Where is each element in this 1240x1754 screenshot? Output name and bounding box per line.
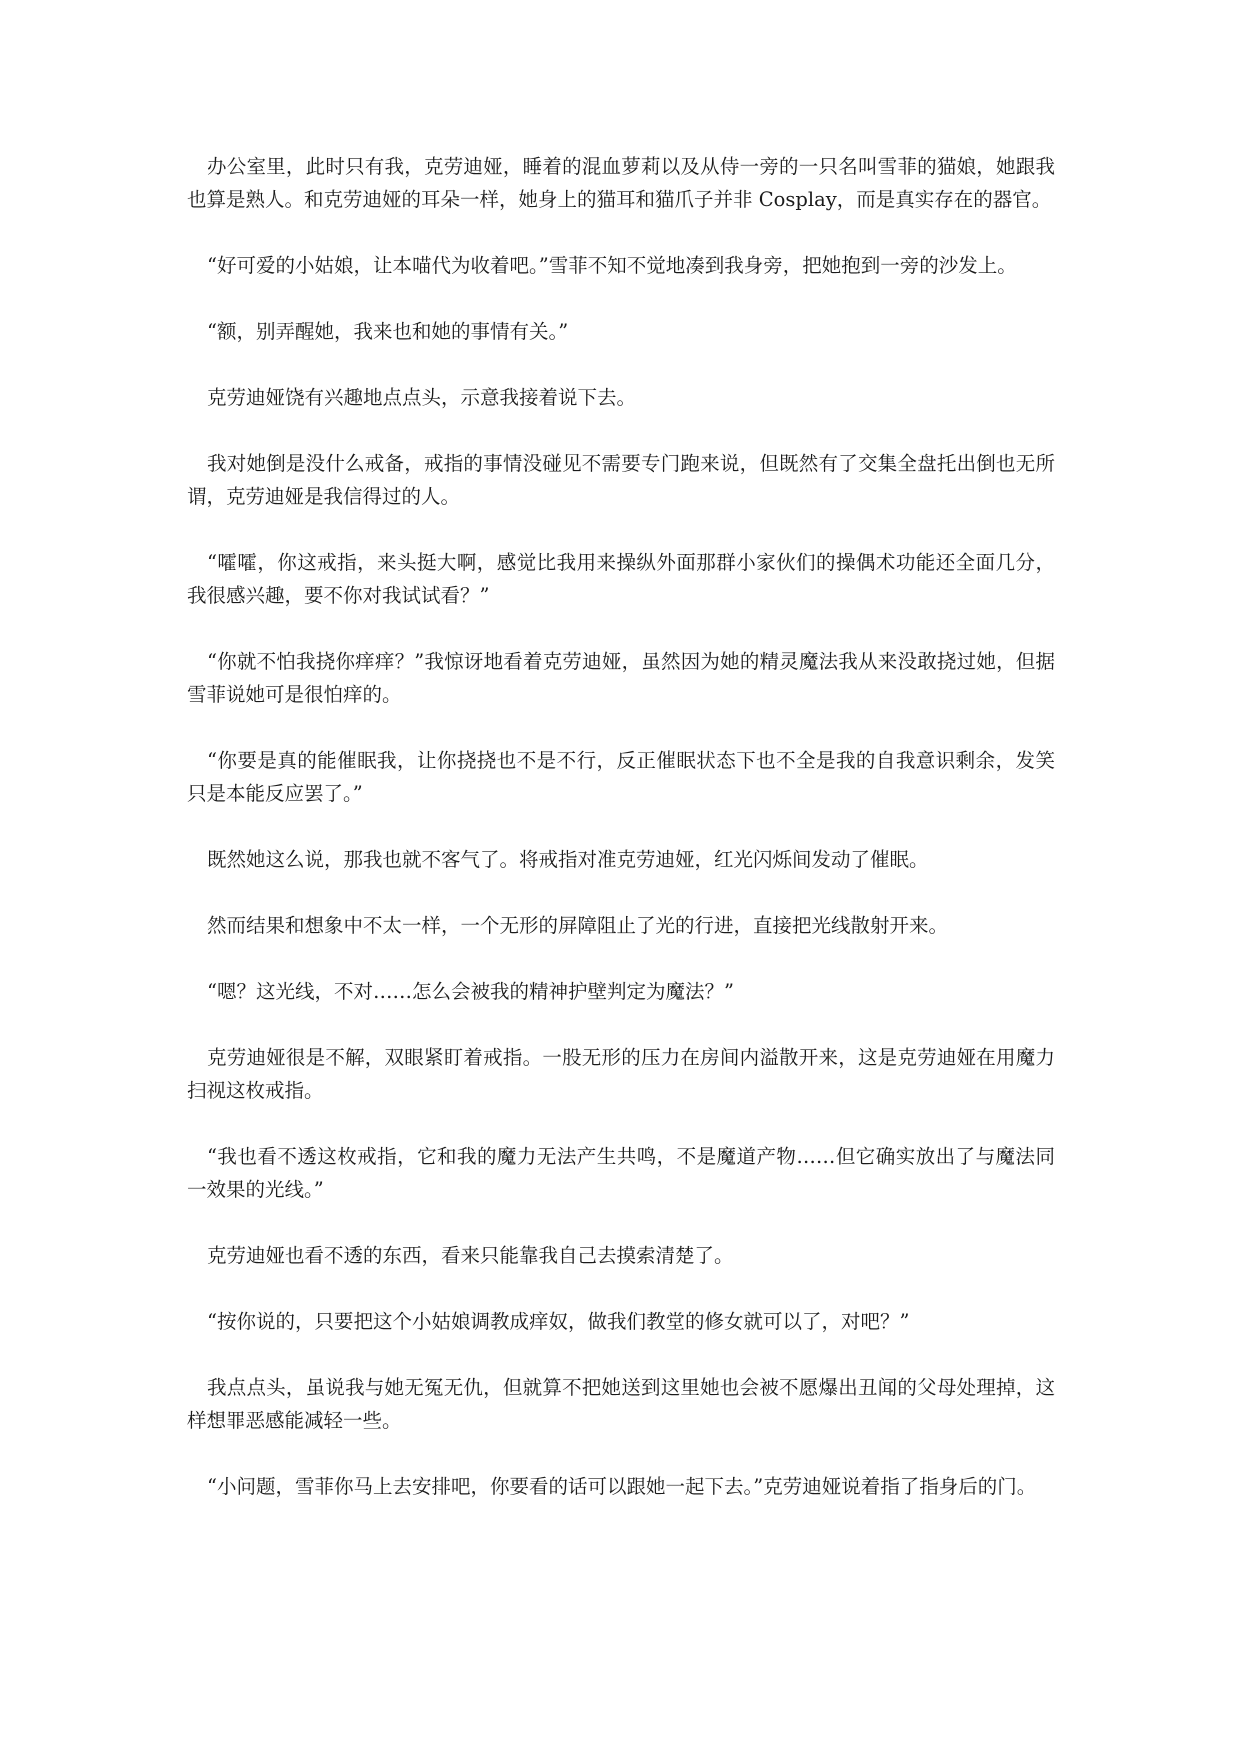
paragraph: “好可爱的小姑娘，让本喵代为收着吧。”雪菲不知不觉地凑到我身旁，把她抱到一旁的沙发上。: [207, 254, 1017, 277]
paragraph: 既然她这么说，那我也就不客气了。将戒指对准克劳迪娅，红光闪烁间发动了催眠。: [207, 848, 929, 871]
paragraph: “我也看不透这枚戒指，它和我的魔力无法产生共鸣，不是魔道产物……但它确实放出了与魔法同一效果的光线。”: [187, 1145, 1055, 1201]
paragraph: 办公室里，此时只有我，克劳迪娅，睡着的混血萝莉以及从侍一旁的一只名叫雪菲的猫娘，她跟我也算是熟人。和克劳迪娅的耳朵一样，她身上的猫耳和猫爪子并非 Cosplay，而是真实存在的器官。: [187, 155, 1055, 211]
paragraph: 我点点头，虽说我与她无冤无仇，但就算不把她送到这里她也会被不愿爆出丑闻的父母处理掉，这样想罪恶感能减轻一些。: [187, 1376, 1055, 1432]
paragraph: 克劳迪娅饶有兴趣地点点头，示意我接着说下去。: [207, 386, 637, 409]
document-body: [187, 150, 1055, 1503]
paragraph: “小问题，雪菲你马上去安排吧，你要看的话可以跟她一起下去。”克劳迪娅说着指了指身后的门。: [207, 1475, 1037, 1498]
paragraph: 然而结果和想象中不太一样，一个无形的屏障阻止了光的行进，直接把光线散射开来。: [207, 914, 949, 937]
paragraph: “嗯？这光线，不对……怎么会被我的精神护壁判定为魔法？”: [207, 980, 734, 1003]
paragraph: 克劳迪娅很是不解，双眼紧盯着戒指。一股无形的压力在房间内溢散开来，这是克劳迪娅在用魔力扫视这枚戒指。: [187, 1046, 1055, 1102]
paragraph: “你就不怕我挠你痒痒？”我惊讶地看着克劳迪娅，虽然因为她的精灵魔法我从来没敢挠过她，但据雪菲说她可是很怕痒的。: [187, 650, 1055, 706]
paragraph: “按你说的，只要把这个小姑娘调教成痒奴，做我们教堂的修女就可以了，对吧？”: [207, 1310, 910, 1333]
paragraph: “你要是真的能催眠我，让你挠挠也不是不行，反正催眠状态下也不全是我的自我意识剩余，发笑只是本能反应罢了。”: [187, 749, 1055, 805]
paragraph: “额，别弄醒她，我来也和她的事情有关。”: [207, 320, 569, 343]
paragraph: 我对她倒是没什么戒备，戒指的事情没碰见不需要专门跑来说，但既然有了交集全盘托出倒也无所谓，克劳迪娅是我信得过的人。: [187, 452, 1055, 508]
paragraph: 克劳迪娅也看不透的东西，看来只能靠我自己去摸索清楚了。: [207, 1244, 734, 1267]
paragraph: “嚯嚯，你这戒指，来头挺大啊，感觉比我用来操纵外面那群小家伙们的操偶术功能还全面几分，我很感兴趣，要不你对我试试看？”: [187, 551, 1055, 607]
